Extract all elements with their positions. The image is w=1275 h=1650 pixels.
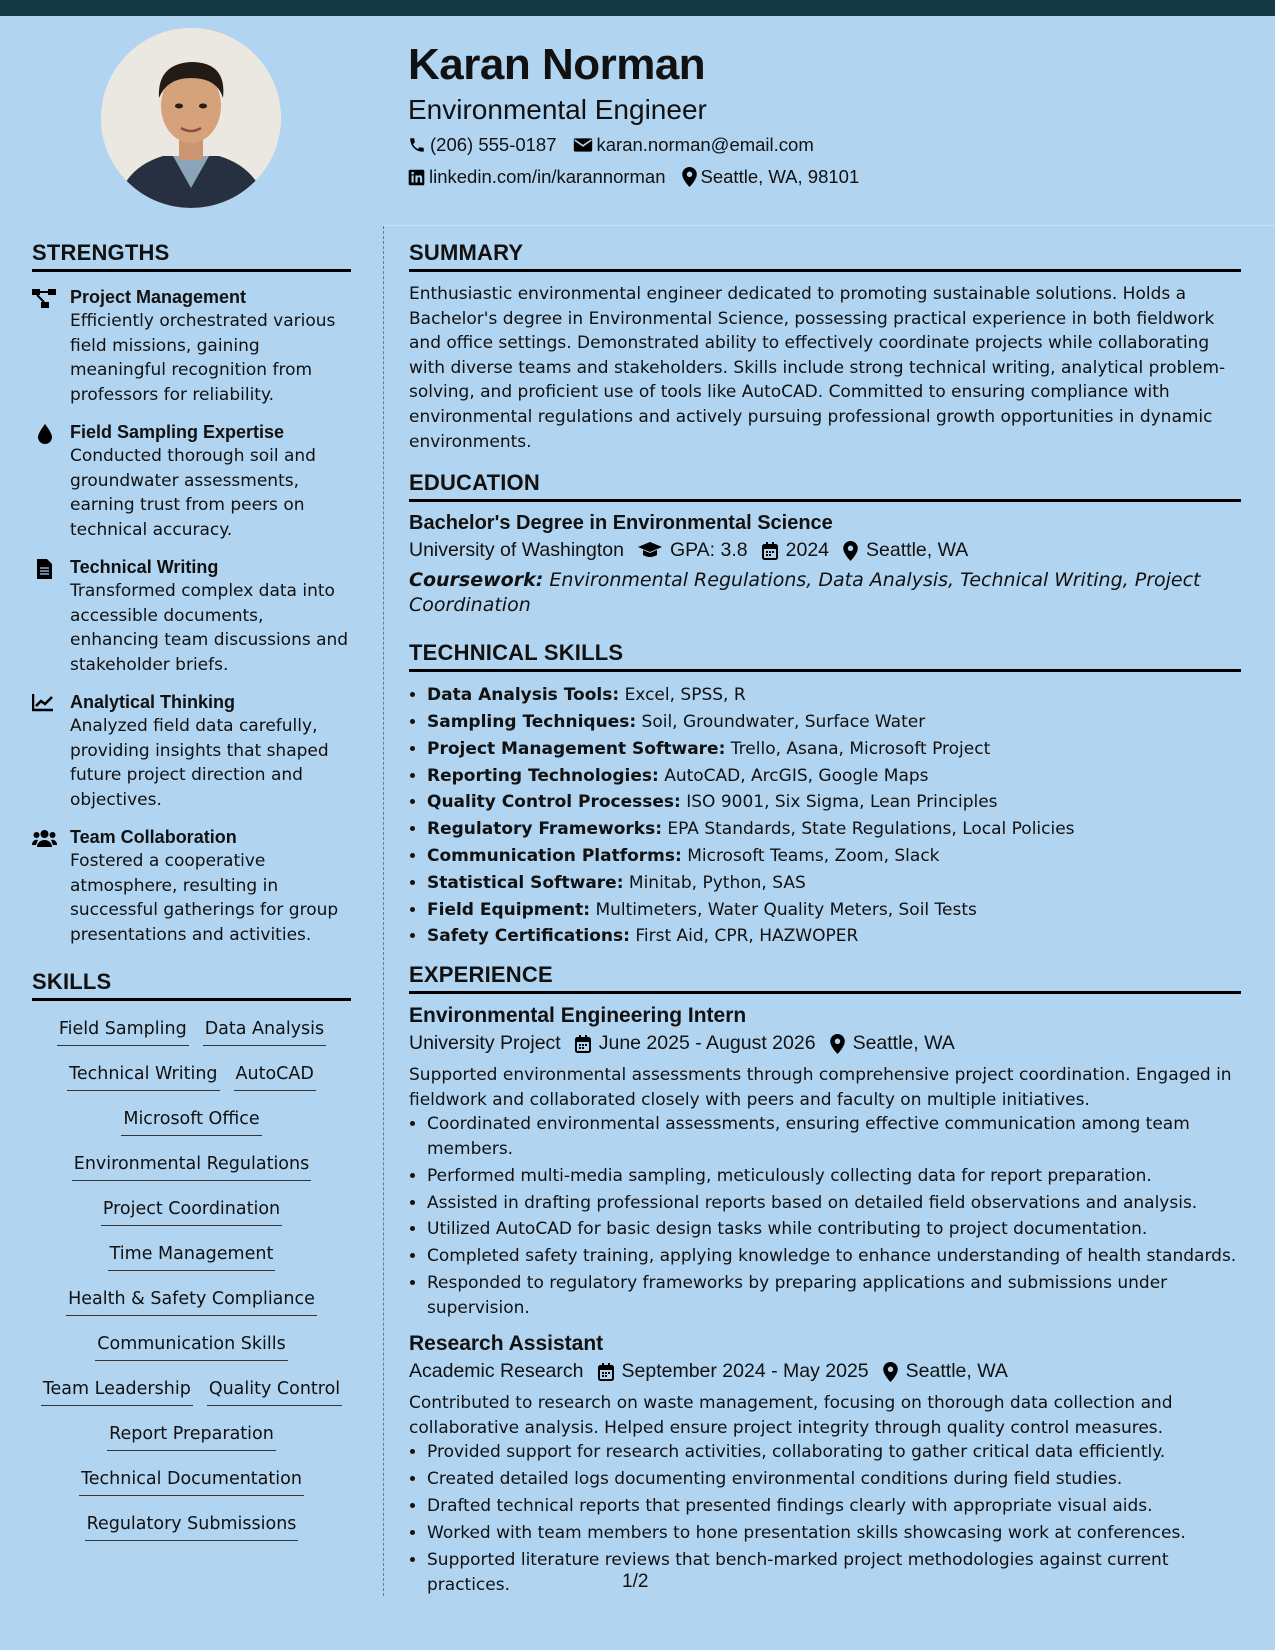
list-item: • Provided support for research activities, collaborating to gather critical data efficiently. xyxy=(427,1440,1241,1465)
skill-tag: Field Sampling xyxy=(57,1017,189,1046)
skills-row xyxy=(32,1197,351,1226)
experience-heading: EXPERIENCE xyxy=(409,962,1241,994)
degree-title: Bachelor's Degree in Environmental Science xyxy=(409,512,833,535)
list-item: • Reporting Technologies: AutoCAD, ArcGIS, Google Maps xyxy=(427,763,1241,790)
list-item: • Assisted in drafting professional reports based on detailed field observations and analysis. xyxy=(427,1191,1241,1216)
strength-item xyxy=(32,286,351,407)
map-pin-icon xyxy=(843,541,858,561)
envelope-icon xyxy=(573,137,593,153)
list-item: • Worked with team members to hone presentation skills showcasing work at conferences. xyxy=(427,1521,1241,1546)
skills-row xyxy=(32,1242,351,1271)
list-item: • Data Analysis Tools: Excel, SPSS, R xyxy=(427,682,1241,709)
location-contact xyxy=(682,166,860,188)
strength-item xyxy=(32,826,351,947)
job-title: Environmental Engineering Intern xyxy=(409,1004,747,1028)
project-diagram-icon xyxy=(32,289,56,309)
skills-row xyxy=(32,1422,351,1451)
strength-title: Team Collaboration xyxy=(70,827,237,847)
graduation-year: 2024 xyxy=(785,539,830,562)
experience-entry xyxy=(409,1004,1241,1320)
list-item: • Utilized AutoCAD for basic design tasks while contributing to project documentation. xyxy=(427,1217,1241,1242)
strength-item xyxy=(32,421,351,542)
strength-item xyxy=(32,691,351,812)
contact-row-2 xyxy=(408,166,875,188)
skills-list xyxy=(32,1011,351,1541)
strength-title: Field Sampling Expertise xyxy=(70,422,285,442)
calendar-icon xyxy=(575,1035,591,1053)
skills-row xyxy=(32,1467,351,1496)
list-item: • Quality Control Processes: ISO 9001, Six Sigma, Lean Principles xyxy=(427,789,1241,816)
job-title: Research Assistant xyxy=(409,1332,604,1356)
job-org: University Project xyxy=(409,1032,561,1055)
job-dates: June 2025 - August 2026 xyxy=(598,1032,816,1055)
skill-tag: Microsoft Office xyxy=(121,1107,261,1136)
skill-tag: Time Management xyxy=(108,1242,276,1271)
list-item: • Project Management Software: Trello, Asana, Microsoft Project xyxy=(427,736,1241,763)
header-divider xyxy=(382,225,1275,226)
technical-skills-heading: TECHNICAL SKILLS xyxy=(409,640,1241,672)
skill-tag: Health & Safety Compliance xyxy=(66,1287,317,1316)
skill-tag: Data Analysis xyxy=(203,1017,326,1046)
strengths-heading: STRENGTHS xyxy=(32,240,351,272)
calendar-icon xyxy=(762,542,778,560)
job-bullets xyxy=(409,1112,1241,1320)
list-item: • Sampling Techniques: Soil, Groundwater, Surface Water xyxy=(427,709,1241,736)
linkedin-icon xyxy=(408,169,425,186)
skills-row xyxy=(32,1152,351,1181)
gpa-text: GPA: 3.8 xyxy=(669,539,748,562)
job-location: Seattle, WA xyxy=(852,1032,955,1055)
list-item: • Communication Platforms: Microsoft Teams, Zoom, Slack xyxy=(427,843,1241,870)
list-item: • Regulatory Frameworks: EPA Standards, State Regulations, Local Policies xyxy=(427,816,1241,843)
coursework-label: Coursework: xyxy=(409,569,544,592)
list-item: • Supported literature reviews that bench-marked project methodologies against current practices. xyxy=(427,1548,1241,1597)
skill-tag: Quality Control xyxy=(207,1377,342,1406)
calendar-icon xyxy=(598,1363,614,1381)
droplet-icon xyxy=(38,424,52,444)
strength-item xyxy=(32,556,351,677)
job-summary: Contributed to research on waste management, focusing on thorough data collection and collaborative analysis. Helped ensure project integrity through quality control measures. xyxy=(409,1393,1173,1438)
strength-title: Analytical Thinking xyxy=(70,692,236,712)
job-summary: Supported environmental assessments through comprehensive project coordination. Engaged in fieldwork and collaborated closely with peers and faculty on multiple initiatives. xyxy=(409,1065,1232,1110)
education-heading: EDUCATION xyxy=(409,470,1241,502)
line-chart-icon xyxy=(32,694,54,712)
users-icon xyxy=(32,829,57,847)
list-item: • Drafted technical reports that presented findings clearly with appropriate visual aids. xyxy=(427,1494,1241,1519)
summary-heading: SUMMARY xyxy=(409,240,1241,272)
skill-tag: Team Leadership xyxy=(41,1377,193,1406)
list-item: • Statistical Software: Minitab, Python, SAS xyxy=(427,870,1241,897)
skills-row xyxy=(32,1107,351,1136)
coursework xyxy=(409,568,1241,618)
education-meta xyxy=(409,539,1241,562)
strength-desc: Analyzed field data carefully, providing insights that shaped future project direction and objectives. xyxy=(70,716,329,810)
phone-text: (206) 555-0187 xyxy=(430,134,557,155)
contact-row-1 xyxy=(408,134,830,156)
school-name: University of Washington xyxy=(409,539,624,562)
strength-desc: Transformed complex data into accessible documents, enhancing team discussions and stakeholder briefs. xyxy=(70,581,349,675)
strength-desc: Efficiently orchestrated various field missions, gaining meaningful recognition from professors for reliability. xyxy=(70,311,336,405)
list-item: • Field Equipment: Multimeters, Water Quality Meters, Soil Tests xyxy=(427,897,1241,924)
list-item: • Completed safety training, applying knowledge to enhance understanding of health standards. xyxy=(427,1244,1241,1269)
experience-entry xyxy=(409,1332,1241,1597)
strength-desc: Fostered a cooperative atmosphere, resulting in successful gatherings for group presentations and activities. xyxy=(70,851,339,945)
graduation-cap-icon xyxy=(638,542,662,559)
skills-row xyxy=(32,1017,351,1046)
skills-row xyxy=(32,1512,351,1541)
job-meta xyxy=(409,1360,1241,1383)
job-org: Academic Research xyxy=(409,1360,584,1383)
summary-text: Enthusiastic environmental engineer dedicated to promoting sustainable solutions. Holds a Bachelor's degree in Environmental Science, possessing practical experience in both fieldwork and office settings. Demonstrated ability to effectively coordinate projects while collaborating with diverse teams and stakeholders. Skills include strong technical writing, analytical problem-solving, and proficient use of tools like AutoCAD. Committed to ensuring compliance with environmental regulations and actively pursuing professional growth opportunities in dynamic environments. xyxy=(409,284,1226,452)
list-item: • Coordinated environmental assessments, ensuring effective communication among team members. xyxy=(427,1112,1241,1161)
list-item: • Safety Certifications: First Aid, CPR, HAZWOPER xyxy=(427,923,1241,950)
skill-tag: AutoCAD xyxy=(234,1062,316,1091)
strength-title: Technical Writing xyxy=(70,557,219,577)
list-item: • Performed multi-media sampling, meticulously collecting data for report preparation. xyxy=(427,1164,1241,1189)
skills-row xyxy=(32,1332,351,1361)
list-item: • Responded to regulatory frameworks by preparing applications and submissions under supervision. xyxy=(427,1271,1241,1320)
skills-row xyxy=(32,1287,351,1316)
skill-tag: Regulatory Submissions xyxy=(85,1512,299,1541)
phone-contact[interactable] xyxy=(408,134,557,156)
strength-title: Project Management xyxy=(70,287,247,307)
job-meta xyxy=(409,1032,1241,1055)
column-divider xyxy=(383,226,384,1596)
skills-row xyxy=(32,1062,351,1091)
profile-photo xyxy=(101,28,281,208)
technical-skills-list xyxy=(409,682,1241,950)
skills-row xyxy=(32,1377,351,1406)
skill-tag: Technical Documentation xyxy=(79,1467,304,1496)
list-item: • Created detailed logs documenting environmental conditions during field studies. xyxy=(427,1467,1241,1492)
email-text: karan.norman@email.com xyxy=(596,134,814,155)
email-contact[interactable] xyxy=(573,134,814,156)
skill-tag: Report Preparation xyxy=(107,1422,276,1451)
right-column xyxy=(409,240,1241,1599)
education-location: Seattle, WA xyxy=(866,539,969,562)
skills-heading: SKILLS xyxy=(32,969,351,1001)
coursework-text: Environmental Regulations, Data Analysis, Technical Writing, Project Coordination xyxy=(409,569,1201,617)
linkedin-contact[interactable] xyxy=(408,166,666,188)
skill-tag: Technical Writing xyxy=(67,1062,219,1091)
candidate-name: Karan Norman xyxy=(408,40,706,89)
skill-tag: Environmental Regulations xyxy=(72,1152,311,1181)
document-icon xyxy=(37,559,52,579)
job-dates: September 2024 - May 2025 xyxy=(621,1360,869,1383)
page-number: 1/2 xyxy=(622,1571,649,1592)
skill-tag: Project Coordination xyxy=(101,1197,282,1226)
strength-desc: Conducted thorough soil and groundwater assessments, earning trust from peers on technical accuracy. xyxy=(70,446,316,540)
phone-icon xyxy=(408,136,426,154)
job-bullets xyxy=(409,1440,1241,1597)
candidate-title: Environmental Engineer xyxy=(408,94,707,125)
job-location: Seattle, WA xyxy=(905,1360,1008,1383)
top-banner xyxy=(0,0,1275,16)
left-column xyxy=(32,240,351,1557)
map-pin-icon xyxy=(682,167,697,187)
map-pin-icon xyxy=(830,1034,845,1054)
skill-tag: Communication Skills xyxy=(95,1332,287,1361)
map-pin-icon xyxy=(883,1362,898,1382)
location-text: Seattle, WA, 98101 xyxy=(700,166,860,187)
linkedin-text: linkedin.com/in/karannorman xyxy=(429,166,666,187)
